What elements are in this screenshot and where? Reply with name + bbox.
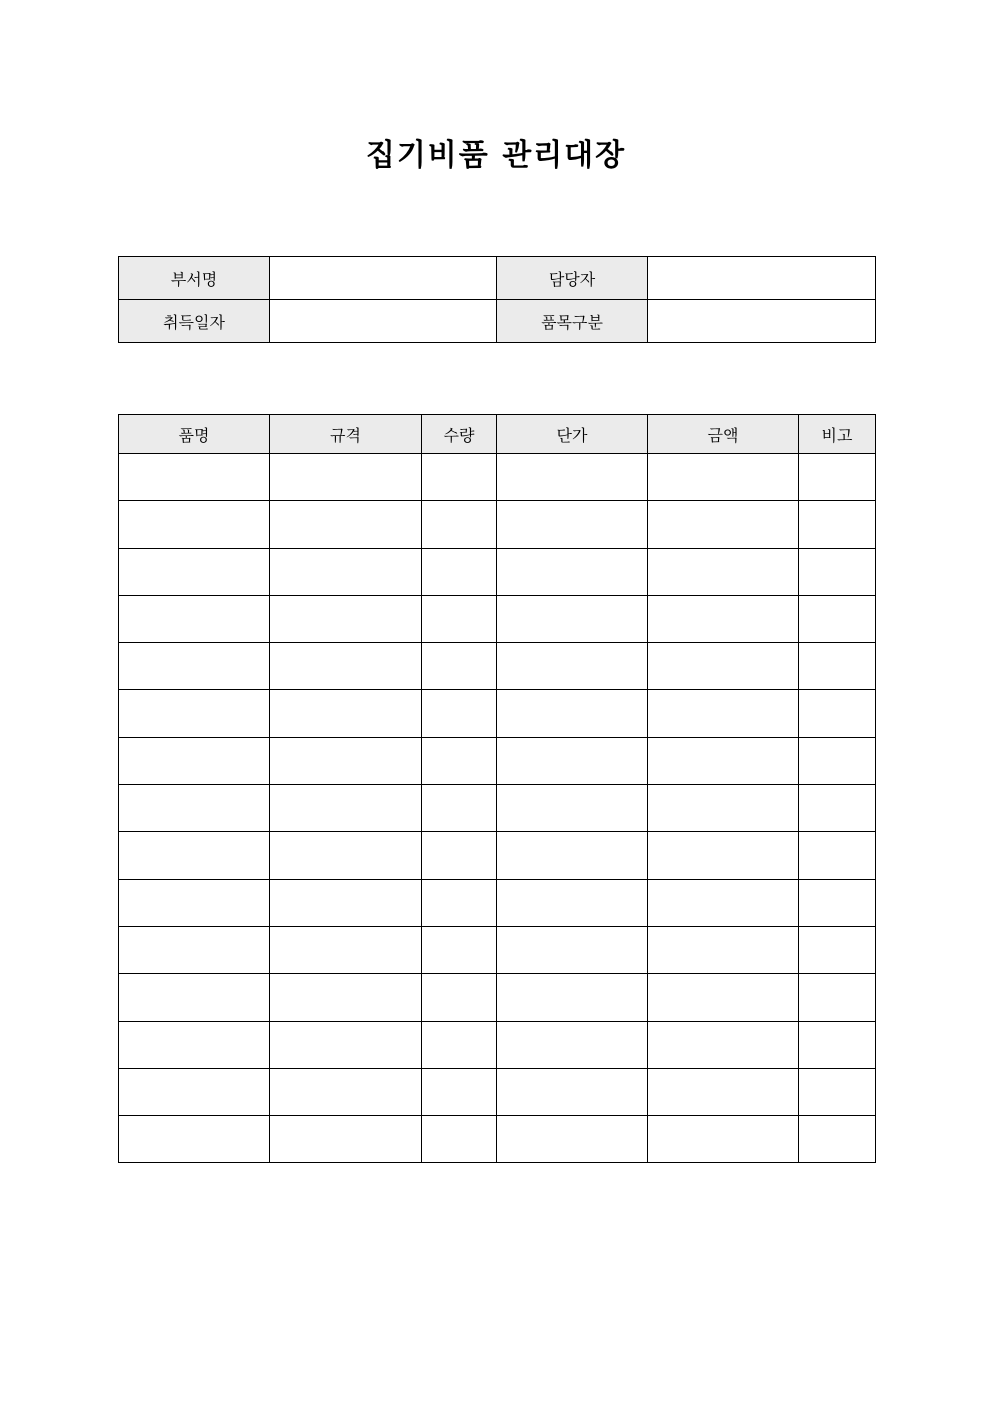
amount-cell[interactable]: [648, 595, 799, 642]
remarks-cell[interactable]: [799, 595, 876, 642]
acquisition-date-field[interactable]: [270, 300, 497, 343]
quantity-cell[interactable]: [422, 1021, 497, 1068]
category-label: 품목구분: [497, 300, 648, 343]
items-header-row: [119, 415, 876, 454]
table-row: [119, 643, 876, 690]
remarks-cell[interactable]: [799, 454, 876, 501]
table-row: [119, 454, 876, 501]
quantity-cell[interactable]: [422, 926, 497, 973]
spec-cell[interactable]: [270, 690, 422, 737]
header-item-name: 품명: [119, 415, 270, 454]
remarks-cell[interactable]: [799, 832, 876, 879]
remarks-cell[interactable]: [799, 1068, 876, 1115]
table-row: [119, 501, 876, 548]
table-row: [119, 548, 876, 595]
quantity-cell[interactable]: [422, 643, 497, 690]
quantity-cell[interactable]: [422, 501, 497, 548]
unit-price-cell[interactable]: [497, 690, 648, 737]
remarks-cell[interactable]: [799, 926, 876, 973]
manager-label: 담당자: [497, 257, 648, 300]
item-name-cell[interactable]: [119, 879, 270, 926]
remarks-cell[interactable]: [799, 643, 876, 690]
quantity-cell[interactable]: [422, 1116, 497, 1163]
unit-price-cell[interactable]: [497, 737, 648, 784]
department-field[interactable]: [270, 257, 497, 300]
spec-cell[interactable]: [270, 643, 422, 690]
remarks-cell[interactable]: [799, 974, 876, 1021]
table-row: [119, 1021, 876, 1068]
spec-cell[interactable]: [270, 926, 422, 973]
amount-cell[interactable]: [648, 1021, 799, 1068]
quantity-cell[interactable]: [422, 832, 497, 879]
unit-price-cell[interactable]: [497, 643, 648, 690]
table-row: [119, 926, 876, 973]
info-row: [119, 300, 876, 343]
unit-price-cell[interactable]: [497, 1068, 648, 1115]
unit-price-cell[interactable]: [497, 974, 648, 1021]
item-name-cell[interactable]: [119, 737, 270, 784]
amount-cell[interactable]: [648, 548, 799, 595]
spec-cell[interactable]: [270, 879, 422, 926]
table-row: [119, 974, 876, 1021]
amount-cell[interactable]: [648, 643, 799, 690]
amount-cell[interactable]: [648, 501, 799, 548]
spec-cell[interactable]: [270, 595, 422, 642]
amount-cell[interactable]: [648, 785, 799, 832]
item-name-cell[interactable]: [119, 454, 270, 501]
spec-cell[interactable]: [270, 974, 422, 1021]
table-row: [119, 879, 876, 926]
remarks-cell[interactable]: [799, 1116, 876, 1163]
item-name-cell[interactable]: [119, 643, 270, 690]
item-name-cell[interactable]: [119, 1116, 270, 1163]
remarks-cell[interactable]: [799, 1021, 876, 1068]
item-name-cell[interactable]: [119, 832, 270, 879]
table-row: [119, 737, 876, 784]
amount-cell[interactable]: [648, 454, 799, 501]
item-name-cell[interactable]: [119, 501, 270, 548]
unit-price-cell[interactable]: [497, 926, 648, 973]
unit-price-cell[interactable]: [497, 1116, 648, 1163]
header-unit-price: 단가: [497, 415, 648, 454]
spec-cell[interactable]: [270, 785, 422, 832]
quantity-cell[interactable]: [422, 785, 497, 832]
amount-cell[interactable]: [648, 974, 799, 1021]
unit-price-cell[interactable]: [497, 785, 648, 832]
header-amount: 금액: [648, 415, 799, 454]
quantity-cell[interactable]: [422, 454, 497, 501]
category-field[interactable]: [648, 300, 876, 343]
items-body: [119, 454, 876, 1163]
item-name-cell[interactable]: [119, 1068, 270, 1115]
item-name-cell[interactable]: [119, 1021, 270, 1068]
spec-cell[interactable]: [270, 454, 422, 501]
unit-price-cell[interactable]: [497, 595, 648, 642]
unit-price-cell[interactable]: [497, 548, 648, 595]
item-name-cell[interactable]: [119, 974, 270, 1021]
remarks-cell[interactable]: [799, 548, 876, 595]
amount-cell[interactable]: [648, 832, 799, 879]
info-row: [119, 257, 876, 300]
department-label: 부서명: [119, 257, 270, 300]
quantity-cell[interactable]: [422, 690, 497, 737]
spec-cell[interactable]: [270, 832, 422, 879]
quantity-cell[interactable]: [422, 1068, 497, 1115]
item-name-cell[interactable]: [119, 926, 270, 973]
header-remarks: 비고: [799, 415, 876, 454]
amount-cell[interactable]: [648, 926, 799, 973]
header-quantity: 수량: [422, 415, 497, 454]
quantity-cell[interactable]: [422, 595, 497, 642]
table-row: [119, 595, 876, 642]
item-name-cell[interactable]: [119, 690, 270, 737]
table-row: [119, 1116, 876, 1163]
spec-cell[interactable]: [270, 1116, 422, 1163]
remarks-cell[interactable]: [799, 785, 876, 832]
table-row: [119, 1068, 876, 1115]
table-row: [119, 690, 876, 737]
items-table: [118, 414, 876, 1163]
item-name-cell[interactable]: [119, 595, 270, 642]
table-row: [119, 832, 876, 879]
table-row: [119, 785, 876, 832]
item-name-cell[interactable]: [119, 548, 270, 595]
spec-cell[interactable]: [270, 1068, 422, 1115]
remarks-cell[interactable]: [799, 690, 876, 737]
item-name-cell[interactable]: [119, 785, 270, 832]
quantity-cell[interactable]: [422, 974, 497, 1021]
quantity-cell[interactable]: [422, 737, 497, 784]
spec-cell[interactable]: [270, 548, 422, 595]
amount-cell[interactable]: [648, 879, 799, 926]
unit-price-cell[interactable]: [497, 1021, 648, 1068]
unit-price-cell[interactable]: [497, 454, 648, 501]
unit-price-cell[interactable]: [497, 501, 648, 548]
remarks-cell[interactable]: [799, 501, 876, 548]
spec-cell[interactable]: [270, 737, 422, 784]
acquisition-date-label: 취득일자: [119, 300, 270, 343]
page-title: 집기비품 관리대장: [365, 138, 627, 173]
amount-cell[interactable]: [648, 1068, 799, 1115]
header-spec: 규격: [270, 415, 422, 454]
spec-cell[interactable]: [270, 1021, 422, 1068]
info-table: [118, 256, 876, 343]
manager-field[interactable]: [648, 257, 876, 300]
unit-price-cell[interactable]: [497, 832, 648, 879]
amount-cell[interactable]: [648, 690, 799, 737]
amount-cell[interactable]: [648, 1116, 799, 1163]
remarks-cell[interactable]: [799, 737, 876, 784]
quantity-cell[interactable]: [422, 548, 497, 595]
quantity-cell[interactable]: [422, 879, 497, 926]
unit-price-cell[interactable]: [497, 879, 648, 926]
remarks-cell[interactable]: [799, 879, 876, 926]
amount-cell[interactable]: [648, 737, 799, 784]
spec-cell[interactable]: [270, 501, 422, 548]
